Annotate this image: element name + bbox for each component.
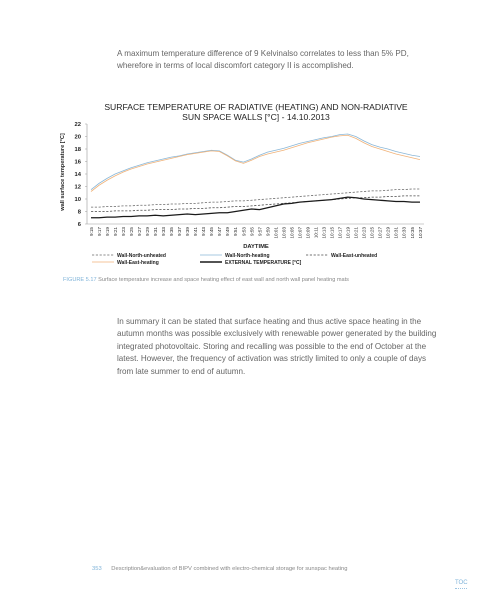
- x-tick-label: 10:01: [273, 227, 279, 239]
- x-tick-label: 10:19: [345, 227, 351, 239]
- x-tick-label: 10:07: [297, 227, 303, 239]
- x-tick-label: 9:37: [177, 227, 183, 236]
- chart-series-group: [91, 134, 420, 218]
- x-tick-label: 9:51: [233, 227, 239, 236]
- x-tick-label: 10:13: [321, 227, 327, 239]
- x-tick-label: 10:27: [377, 227, 383, 239]
- x-tick-label: 10:15: [329, 227, 335, 239]
- x-tick-label: 10:29: [385, 227, 391, 239]
- x-tick-label: 10:17: [337, 227, 343, 239]
- x-tick-label: 9:55: [249, 227, 255, 236]
- legend-label: EXTERNAL TEMPERATURE [°C]: [225, 259, 302, 266]
- y-tick-label: 12: [74, 184, 81, 191]
- toc-underline: [455, 588, 467, 590]
- x-tick-label: 10:23: [361, 227, 367, 239]
- x-tick-label: 9:47: [217, 227, 223, 236]
- x-tick-label: 9:27: [136, 227, 142, 236]
- x-tick-label: 9:29: [144, 227, 150, 236]
- x-tick-label: 9:45: [209, 227, 215, 236]
- x-axis-label: DAYTIME: [243, 244, 269, 250]
- x-tick-label: 9:41: [193, 227, 199, 236]
- chart-title-line-1: SURFACE TEMPERATURE OF RADIATIVE (HEATING) AND NON-RADIATIVE: [104, 102, 408, 112]
- x-tick-label: 10:25: [369, 227, 375, 239]
- y-tick-label: 16: [74, 159, 81, 166]
- x-tick-label: 9:35: [169, 227, 175, 236]
- page-number: 353: [92, 566, 102, 572]
- legend-label: Wall-North-unheated: [117, 252, 166, 259]
- intro-paragraph: A maximum temperature difference of 9 Kelvinalso correlates to less than 5% PD, wherefore in terms of local discomfort category II is accomplished.: [117, 49, 409, 71]
- x-tick-label: 9:31: [153, 227, 159, 236]
- x-tick-label: 9:53: [241, 227, 247, 236]
- x-tick-label: 10:21: [353, 227, 359, 239]
- y-tick-label: 14: [74, 172, 81, 178]
- figure-caption: [63, 277, 349, 283]
- chart-legend: [92, 253, 377, 266]
- legend-label: Wall-North-heating: [225, 252, 270, 259]
- x-tick-label: 9:15: [88, 227, 94, 236]
- x-tick-label: 10:03: [281, 227, 287, 239]
- toc-link[interactable]: TOC: [455, 580, 468, 586]
- x-tick-label: 9:25: [128, 227, 134, 236]
- y-tick-label: 10: [74, 197, 81, 203]
- legend-label: Wall-East-unheated: [331, 252, 378, 259]
- x-tick-label: 9:23: [120, 227, 126, 236]
- x-tick-label: 9:17: [96, 227, 102, 236]
- summary-paragraph: In summary it can be stated that surface heating and thus active space heating in the autumn months was possible exclusively with renewable power generated by the building integrated photovoltaic. Storing and recalling was possible to the end of October at the latest. However, the frequency of activation was strictly limited to only a couple of days from late summer to end of autumn.: [117, 317, 437, 376]
- chart-title-line-2: SUN SPACE WALLS [°C] - 14.10.2013: [182, 112, 330, 122]
- x-tick-label: 9:39: [185, 227, 191, 236]
- series-line-wall-north-heating: [91, 134, 420, 190]
- x-tick-label: 10:31: [393, 227, 399, 239]
- y-tick-label: 22: [74, 122, 81, 128]
- y-tick-label: 20: [74, 134, 81, 141]
- figure-caption-text: Surface temperature increase and space heating effect of east wall and north wall panel heating mats: [98, 277, 349, 283]
- x-tick-label: 9:49: [225, 227, 231, 236]
- y-axis-label: wall surface temperature [°C]: [60, 133, 66, 211]
- y-tick-label: 18: [74, 147, 81, 153]
- y-tick-label: 8: [77, 209, 81, 216]
- x-tick-label: 10:33: [401, 227, 407, 239]
- x-tick-label: 9:33: [161, 227, 167, 236]
- x-tick-label: 10:11: [313, 227, 319, 239]
- x-tick-label: 10:05: [289, 227, 295, 239]
- x-tick-label: 10:37: [417, 227, 423, 239]
- x-tick-label: 10:09: [305, 227, 311, 239]
- x-tick-label: 9:19: [104, 227, 110, 236]
- page-footer: [92, 566, 347, 572]
- y-tick-label: 6: [77, 222, 81, 228]
- series-line-wall-north-unheated: [91, 189, 420, 207]
- figure-label: FIGURE 5.17: [63, 277, 97, 283]
- x-tick-label: 9:57: [257, 227, 263, 236]
- x-tick-label: 9:21: [112, 227, 118, 236]
- x-tick-label: 9:59: [265, 227, 271, 236]
- legend-label: Wall-East-heating: [117, 259, 159, 266]
- x-tick-label: 9:43: [201, 227, 207, 236]
- x-tick-label: 10:35: [409, 227, 415, 239]
- chart-axes: [75, 122, 424, 239]
- running-title: Description&evaluation of BIPV combined with electro-chemical storage for sunspac heating: [111, 566, 348, 572]
